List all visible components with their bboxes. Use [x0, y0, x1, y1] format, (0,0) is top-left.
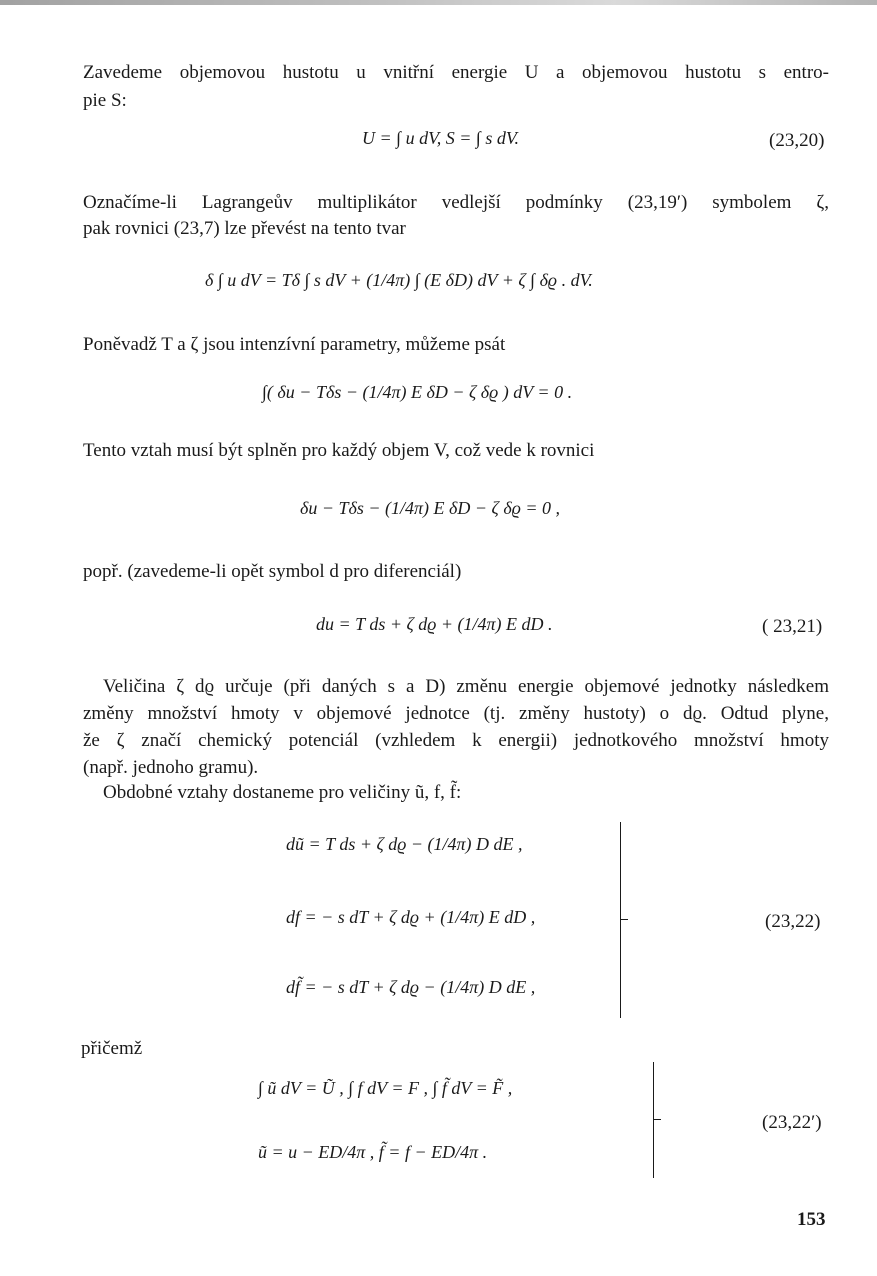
text-line-11: (např. jednoho gramu).: [83, 757, 259, 778]
equation-local-zero: δu − Tδs − (1/4π) E δD − ζ δϱ = 0 ,: [300, 498, 560, 518]
right-brace-23-22-prime: [645, 1062, 654, 1178]
text-line-13: přičemž: [81, 1038, 143, 1059]
text-line-7: popř. (zavedeme-li opět symbol d pro diferenciál): [83, 561, 462, 582]
text-line-1: Zavedeme objemovou hustotu u vnitřní energie U a objemovou hustotu s entro-: [83, 62, 829, 83]
equation-number-23-20: (23,20): [769, 130, 825, 151]
text-line-10: že ζ značí chemický potenciál (vzhledem k energii) jednotkového množství hmoty: [83, 730, 829, 751]
page-number: 153: [797, 1209, 826, 1230]
equation-number-23-22-prime: (23,22′): [762, 1112, 822, 1133]
equation-integrals-tilde: ∫ ũ dV = Ũ , ∫ f dV = F , ∫ f̃ dV = F̃ ,: [258, 1078, 513, 1098]
equation-23-21: du = T ds + ζ dϱ + (1/4π) E dD .: [316, 614, 553, 634]
equation-number-23-21: ( 23,21): [762, 616, 823, 637]
text-line-5: Poněvadž T a ζ jsou intenzívní parametry, můžeme psát: [83, 334, 506, 355]
equation-df: df = − s dT + ζ dϱ + (1/4π) E dD ,: [286, 907, 536, 927]
equation-integral-zero: ∫( δu − Tδs − (1/4π) E δD − ζ δϱ ) dV = 0 .: [262, 382, 573, 402]
equation-number-23-22: (23,22): [765, 911, 821, 932]
text-line-12: Obdobné vztahy dostaneme pro veličiny ũ, f, f̃:: [103, 782, 462, 803]
right-brace-23-22: [612, 822, 621, 1018]
text-line-9: změny množství hmoty v objemové jednotce (tj. změny hustoty) o dϱ. Odtud plyne,: [83, 703, 829, 724]
equation-definitions-tilde: ũ = u − ED/4π , f̃ = f − ED/4π .: [258, 1142, 488, 1162]
equation-df-tilde: df̃ = − s dT + ζ dϱ − (1/4π) D dE ,: [286, 977, 536, 997]
text-line-2: pie S:: [83, 90, 127, 111]
text-line-8: Veličina ζ dϱ určuje (při daných s a D) změnu energie objemové jednotky následkem: [103, 676, 829, 697]
equation-23-20: U = ∫ u dV, S = ∫ s dV.: [362, 128, 520, 148]
text-line-3: Označíme-li Lagrangeův multiplikátor vedlejší podmínky (23,19′) symbolem ζ,: [83, 192, 829, 213]
text-line-4: pak rovnici (23,7) lze převést na tento tvar: [83, 218, 406, 239]
text-line-6: Tento vztah musí být splněn pro každý objem V, což vede k rovnici: [83, 440, 595, 461]
scan-edge: [0, 0, 877, 5]
equation-du-tilde: dũ = T ds + ζ dϱ − (1/4π) D dE ,: [286, 834, 523, 854]
equation-variation: δ ∫ u dV = Tδ ∫ s dV + (1/4π) ∫ (E δD) dV + ζ ∫ δϱ . dV.: [205, 270, 593, 290]
